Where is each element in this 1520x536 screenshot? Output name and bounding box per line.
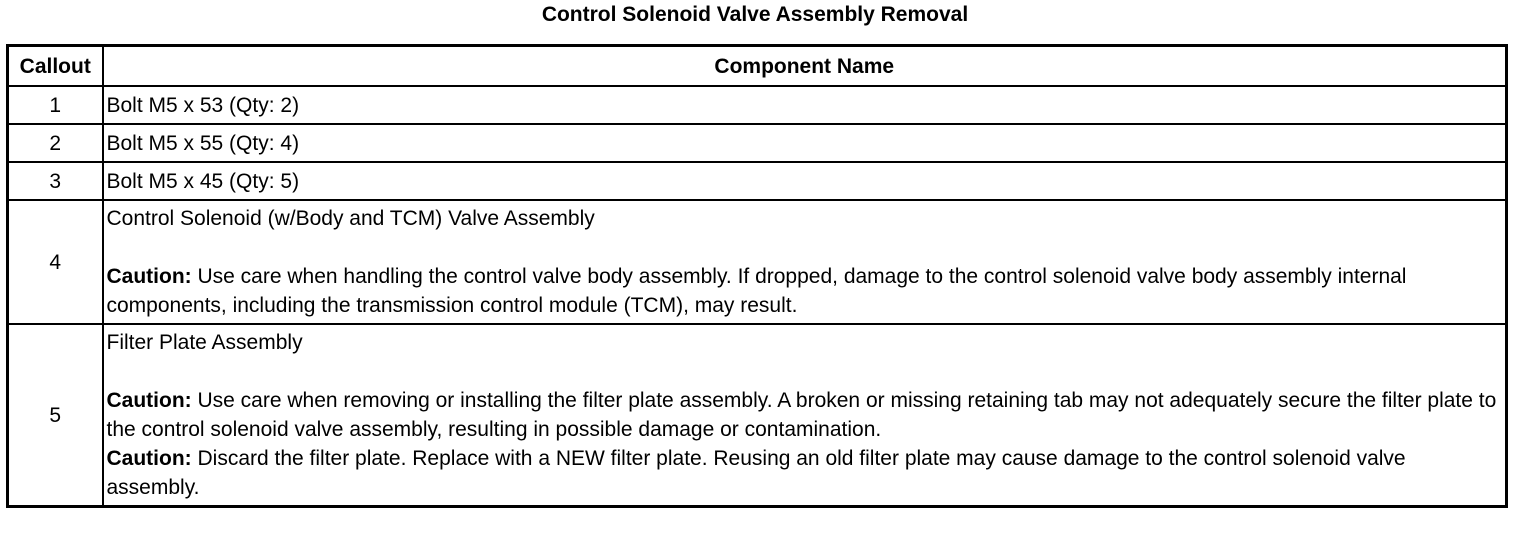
table-row — [8, 86, 1507, 124]
caution-note — [107, 386, 1504, 444]
callout-number: 4 — [8, 200, 103, 324]
callout-number: 2 — [8, 124, 103, 162]
caution-text: Use care when removing or installing the filter plate assembly. A broken or missing retaining tab may not adequately secure the filter plate to the control solenoid valve assembly, resulting in possible damage or contamination. — [106, 389, 1497, 441]
component-name: Filter Plate Assembly — [106, 331, 303, 354]
component-name: Bolt M5 x 55 (Qty: 4) — [103, 124, 1507, 162]
component-name: Bolt M5 x 45 (Qty: 5) — [103, 162, 1507, 200]
table-header-row — [8, 46, 1507, 87]
table-row — [8, 162, 1507, 200]
caution-text: Discard the filter plate. Replace with a NEW filter plate. Reusing an old filter plate may cause damage to the control solenoid valve assembly. — [106, 447, 1406, 499]
callout-column-header: Callout — [8, 46, 103, 87]
caution-label: Caution: — [106, 389, 192, 412]
callout-number: 5 — [8, 324, 103, 507]
component-name-column-header: Component Name — [103, 46, 1507, 87]
callout-number: 1 — [8, 86, 103, 124]
component-cell — [103, 324, 1507, 507]
table-row — [8, 200, 1507, 324]
component-name: Bolt M5 x 53 (Qty: 2) — [103, 86, 1507, 124]
component-cell — [103, 200, 1507, 324]
component-table — [6, 44, 1508, 508]
caution-label: Caution: — [106, 447, 192, 470]
page-title: Control Solenoid Valve Assembly Removal — [541, 3, 969, 26]
callout-number: 3 — [8, 162, 103, 200]
caution-note — [107, 444, 1504, 502]
table-row — [8, 324, 1507, 507]
table-row — [8, 124, 1507, 162]
caution-note — [107, 262, 1504, 320]
caution-label: Caution: — [106, 265, 192, 288]
component-name: Control Solenoid (w/Body and TCM) Valve Assembly — [106, 207, 595, 230]
spacer — [107, 233, 1504, 262]
spacer — [107, 357, 1504, 386]
caution-text: Use care when handling the control valve body assembly. If dropped, damage to the control solenoid valve body assembly internal components, including the transmission control module (TCM), may result. — [106, 265, 1407, 317]
